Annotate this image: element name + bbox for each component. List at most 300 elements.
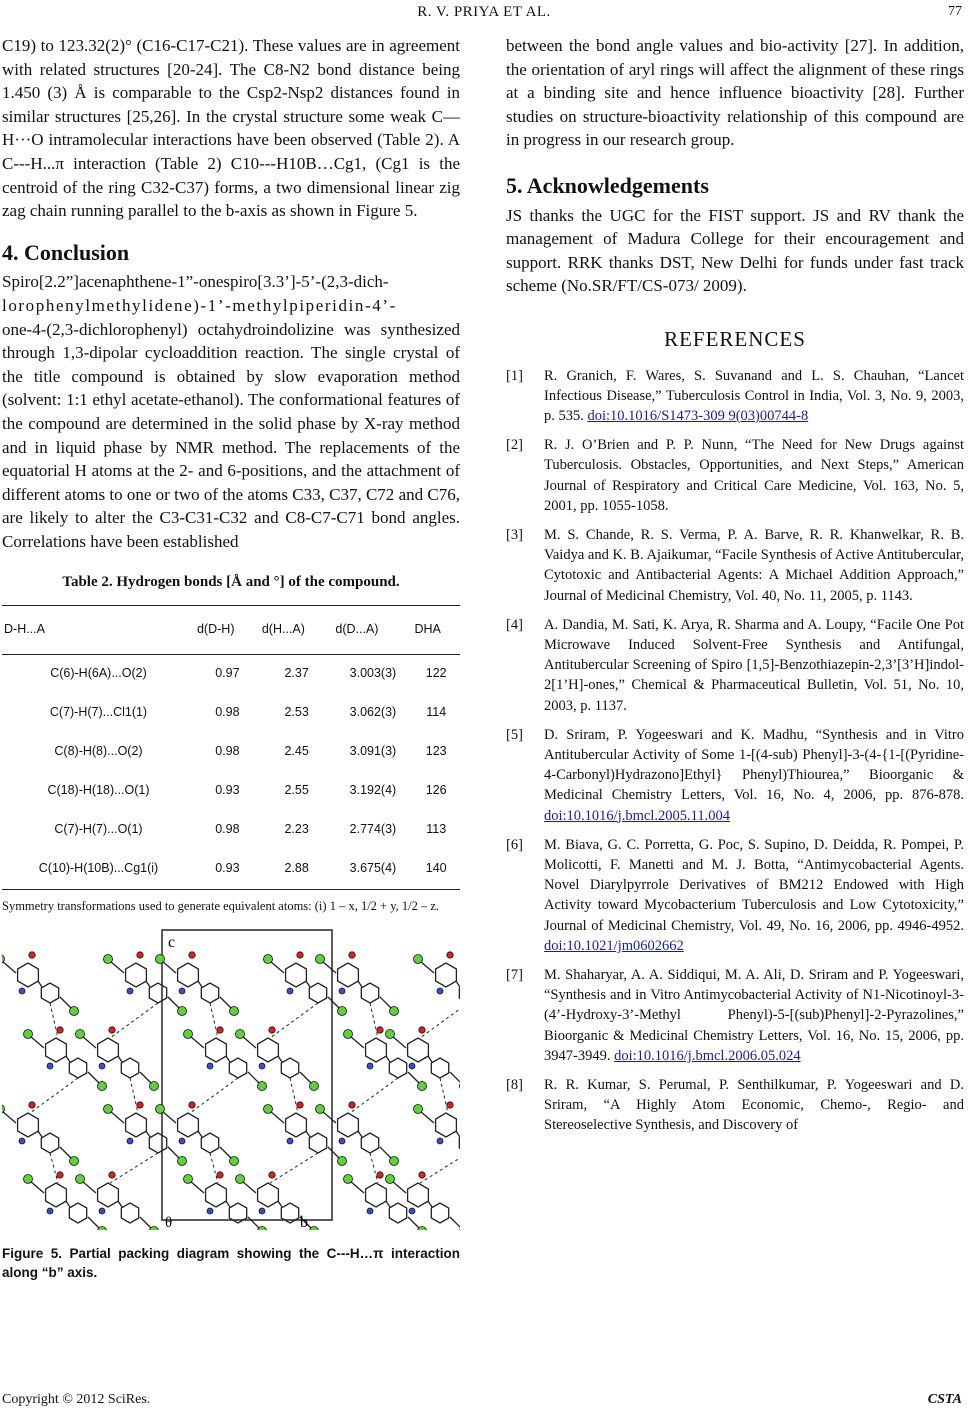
acknowledgements-paragraph: JS thanks the UGC for the FIST support. JS and RV thank the management of Madura College for their encouragement and support. RRK thanks DST, New Delhi for funds under fast track scheme (No.SR/FT/CS-073/ 2009). — [506, 205, 964, 296]
atom-marker — [339, 988, 345, 994]
table-cell: 123 — [425, 744, 447, 759]
reference-number: [4] — [506, 616, 523, 633]
interaction-line — [210, 1003, 218, 1038]
reference-item — [506, 615, 964, 716]
aromatic-ring — [149, 983, 166, 1003]
aromatic-ring — [366, 1038, 387, 1062]
reference-item — [506, 965, 964, 1066]
section-heading-conclusion: 4. Conclusion — [2, 239, 130, 265]
atom-marker — [156, 954, 165, 963]
aromatic-ring — [206, 1183, 227, 1207]
interaction-line — [420, 1153, 460, 1183]
body-paragraph: C19) to 123.32(2)° (C16-C17-C21). These values are in agreement with related structures [20-24]. The C8-N2 bond distance being 1.450 (3) Å is comparable to the Csp2-Nsp2 distances found in similar structures [25,26]. In the crystal structure some weak C—H···O intramolecular interactions have been observed (Table 2). A C---H...π interaction (Table 2) C10---H10B…Cg1, (Cg1 is the centroid of the ring C32-C37) forms, a two dimensional linear zig zag chain running parallel to the b-axis as shown in Figure 5. — [2, 36, 460, 221]
reference-citation: R. Granich, F. Wares, S. Suvanand and L. S. Chauhan, “Lancet Infectious Disease,” Tuberculosis Control in India, Vol. 3, No. 9, 2003, p. 535. — [544, 367, 964, 424]
reference-item — [506, 835, 964, 956]
interaction-line — [370, 1003, 378, 1038]
table-cell: 3.062(3) — [349, 705, 397, 720]
atom-marker — [127, 1138, 133, 1144]
body-paragraph: between the bond angle values and bio-activity [27]. In addition, the orientation of aryl rings will affect the alignment of these rings at a binding site and hence influence bioactivity [28]. Further studies on structure-bioactivity relationship of this compound are in progress in our research group. — [506, 36, 964, 150]
bond-line — [66, 1056, 70, 1062]
bond-line — [328, 997, 340, 1009]
bond-line — [270, 1111, 284, 1123]
bond-line — [322, 1111, 336, 1123]
bond-line — [456, 1131, 460, 1137]
axis-label-origin: θ — [165, 1214, 173, 1230]
atom-marker — [99, 1063, 105, 1069]
interaction-line — [130, 1078, 138, 1113]
bond-line — [60, 997, 72, 1009]
interaction-line — [270, 1153, 318, 1183]
aromatic-ring — [206, 1038, 227, 1062]
atom-marker — [109, 1026, 115, 1032]
bond-line — [328, 1147, 340, 1159]
interaction-line — [350, 1078, 398, 1113]
bond-line — [350, 1181, 364, 1193]
atom-marker — [70, 1006, 79, 1015]
atom-marker — [179, 1138, 185, 1144]
bond-line — [226, 1201, 230, 1207]
bond-line — [380, 1147, 392, 1159]
bond-line — [82, 1181, 96, 1193]
reference-item — [506, 525, 964, 606]
figure-caption: Figure 5. Partial packing diagram showing the C---H…π interaction along “b” axis. — [2, 1245, 460, 1280]
column-header: d(H...A) — [260, 606, 334, 655]
table-cell: 2.53 — [284, 705, 309, 720]
atom-marker — [29, 1101, 35, 1107]
atom-marker — [447, 951, 453, 957]
axis-label-c: c — [168, 933, 176, 951]
table-cell: 2.774(3) — [349, 822, 397, 837]
reference-citation: M. Biava, G. C. Porretta, G. Poc, S. Supino, D. Deidda, R. Pompei, P. Molicotti, F. Manetti and M. J. Botta, “Antimycobacterial Agents. Novel Diarylpyrrole Derivatives of BM212 Endowed with High Activity toward Mycobacterium Tuberculosis and Low Cytotoxicity,” Journal of Medicinal Chemistry, Vol. 49, No. 16, 2006, pp. 4946-4952. — [544, 836, 964, 934]
aromatic-ring — [41, 983, 58, 1003]
interaction-line — [270, 1003, 318, 1038]
bond-line — [30, 1036, 44, 1048]
bond-line — [322, 961, 336, 973]
bond-line — [300, 1072, 312, 1084]
bond-line — [190, 1036, 204, 1048]
reference-text — [544, 435, 964, 516]
bond-line — [248, 1072, 260, 1084]
bond-line — [118, 1056, 122, 1062]
aromatic-ring — [389, 1203, 406, 1223]
molecule-layer — [2, 951, 460, 1229]
table-cell: 0.93 — [195, 850, 260, 890]
footer-copyright: Copyright © 2012 SciRes. — [2, 1392, 151, 1407]
reference-number: [2] — [506, 437, 523, 454]
aromatic-ring — [18, 963, 39, 987]
atom-marker — [207, 1208, 213, 1214]
bond-line — [270, 961, 284, 973]
bond-line — [140, 1072, 152, 1084]
bond-line — [162, 1111, 176, 1123]
reference-citation: M. Shaharyar, A. A. Siddiqui, M. A. Ali, D. Sriram and P. Yogeeswari, “Synthesis and in Vitro Antimycobacterial Activity of N1-Nicotinoyl-3-(4’-Hydroxy-3’-Methyl Phenyl)-5-[(sub)Phenyl]-2-Pyrazolines,” Bioorganic & Medicinal Chemistry Letters, Vol. 16, No. 15, 2006, pp. 3947-3949. — [544, 967, 964, 1064]
atom-marker — [386, 1174, 395, 1183]
reference-text — [544, 366, 964, 427]
bond-line — [2, 961, 16, 973]
interaction-line — [290, 1078, 298, 1113]
interaction-line — [190, 1078, 238, 1113]
atom-marker — [377, 1026, 383, 1032]
atom-marker — [367, 1208, 373, 1214]
reference-number: [5] — [506, 726, 523, 743]
page-header — [0, 0, 968, 24]
bond-line — [450, 1217, 460, 1229]
bond-line — [386, 1056, 390, 1062]
table-row — [2, 772, 460, 811]
aromatic-ring — [178, 963, 199, 987]
aromatic-ring — [229, 1058, 246, 1078]
aromatic-ring — [338, 963, 359, 987]
atom-marker — [419, 1171, 425, 1177]
bond-line — [408, 1072, 420, 1084]
bond-line — [450, 1072, 460, 1084]
reference-item — [506, 1075, 964, 1136]
bond-line — [168, 1147, 180, 1159]
aromatic-ring — [361, 1133, 378, 1153]
aromatic-ring — [281, 1058, 298, 1078]
bond-line — [428, 1056, 432, 1062]
bond-line — [2, 1111, 16, 1123]
table-cell: C(8)-H(8)...O(2) — [54, 744, 143, 759]
atom-marker — [184, 1029, 193, 1038]
bond-line — [88, 1217, 100, 1229]
reference-citation: D. Sriram, P. Yogeeswari and K. Madhu, “Synthesis and in Vitro Antitubercular Activity of Some 1-[(4-sub) Phenyl]-3-(4-{1-[(Pyridine-4-Carbonyl)Hydrazono]Ethyl} Phenyl)Thiourea,” Bioorganic & Medicinal Chemistry Letters, Vol. 16, No. 4, 2006, pp. 876-878. — [544, 726, 964, 804]
left-column — [2, 34, 460, 1282]
aromatic-ring — [408, 1038, 429, 1062]
aromatic-ring — [69, 1058, 86, 1078]
reference-citation: R. J. O’Brien and P. P. Nunn, “The Need for New Drugs against Tuberculosis. Obstacles, Opportunities, and Next Steps,” American Journal of Respiratory and Critical Care Medicine, Vol. 163, No. 5, 2001, pp. 1055-1058. — [544, 437, 964, 514]
bond-line — [60, 1147, 72, 1159]
bond-line — [220, 997, 232, 1009]
aromatic-ring — [286, 963, 307, 987]
reference-item — [506, 435, 964, 516]
atom-marker — [409, 1208, 415, 1214]
table-cell: 0.93 — [215, 783, 240, 798]
table-cell: C(6)-H(6A)...O(2) — [50, 666, 147, 681]
bond-line — [190, 1181, 204, 1193]
bond-line — [82, 1036, 96, 1048]
atom-marker — [236, 1174, 245, 1183]
atom-marker — [287, 1138, 293, 1144]
atom-marker — [437, 1138, 443, 1144]
atom-marker — [217, 1171, 223, 1177]
interaction-line — [110, 1003, 158, 1038]
atom-marker — [447, 1101, 453, 1107]
atom-marker — [339, 1138, 345, 1144]
reference-number: [3] — [506, 526, 523, 543]
bond-line — [386, 1201, 390, 1207]
atom-marker — [156, 1104, 165, 1113]
aromatic-ring — [408, 1183, 429, 1207]
doi-link[interactable]: doi:10.1021/jm0602662 — [544, 937, 684, 954]
atom-marker — [258, 1081, 267, 1090]
table-header-row — [2, 606, 460, 655]
table-cell: 2.88 — [260, 850, 334, 890]
aromatic-ring — [309, 1133, 326, 1153]
bond-line — [306, 981, 310, 987]
atom-marker — [24, 1029, 33, 1038]
atom-marker — [76, 1174, 85, 1183]
atom-marker — [338, 1006, 347, 1015]
atom-marker — [70, 1156, 79, 1165]
table-row — [2, 733, 460, 772]
table-cell: 2.55 — [284, 783, 309, 798]
bond-line — [146, 981, 150, 987]
bond-line — [220, 1147, 232, 1159]
atom-marker — [19, 988, 25, 994]
aromatic-ring — [178, 1113, 199, 1137]
bond-line — [428, 1201, 432, 1207]
table-cell: 3.003(3) — [349, 666, 397, 681]
table-cell: C(10)-H(10B)...Cg1(i) — [2, 850, 195, 890]
atom-marker — [367, 1063, 373, 1069]
table-row — [2, 694, 460, 733]
aromatic-ring — [201, 1133, 218, 1153]
aromatic-ring — [149, 1133, 166, 1153]
aromatic-ring — [436, 963, 457, 987]
table-cell: 126 — [425, 783, 447, 798]
right-column — [506, 34, 964, 1145]
atom-marker — [349, 1101, 355, 1107]
aromatic-ring — [431, 1058, 448, 1078]
atom-marker — [47, 1208, 53, 1214]
reference-item — [506, 366, 964, 427]
atom-marker — [24, 1174, 33, 1183]
bond-line — [358, 1131, 362, 1137]
atom-marker — [189, 1101, 195, 1107]
bond-line — [380, 997, 392, 1009]
reference-text — [544, 615, 964, 716]
atom-marker — [230, 1156, 239, 1165]
doi-link[interactable]: doi:10.1016/j.bmcl.2006.05.024 — [614, 1047, 801, 1064]
bond-line — [248, 1217, 260, 1229]
interaction-line — [50, 1153, 58, 1183]
hydrogen-bond-table — [2, 605, 460, 890]
table-row — [2, 654, 460, 694]
atom-marker — [98, 1081, 107, 1090]
atom-marker — [179, 988, 185, 994]
table-cell: 114 — [426, 705, 447, 720]
doi-link[interactable]: doi:10.1016/S1473-309 9(03)00744-8 — [587, 407, 809, 424]
bond-line — [88, 1072, 100, 1084]
aromatic-ring — [258, 1038, 279, 1062]
section-heading-acknowledgements: 5. Acknowledgements — [506, 172, 709, 198]
atom-marker — [178, 1006, 187, 1015]
table-cell: C(7)-H(7)...O(1) — [54, 822, 143, 837]
bond-line — [140, 1217, 152, 1229]
table-cell: 3.675(4) — [333, 850, 412, 890]
reference-number: [7] — [506, 967, 523, 984]
table-cell: 0.98 — [215, 822, 240, 837]
atom-marker — [230, 1006, 239, 1015]
table-row — [2, 811, 460, 850]
table-cell: 3.091(3) — [349, 744, 397, 759]
atom-marker — [269, 1171, 275, 1177]
bond-line — [278, 1056, 282, 1062]
conclusion-line-b: lorophenylmethylidene)-1’-methylpiperidin-4’- — [2, 295, 397, 315]
atom-marker — [109, 1171, 115, 1177]
atom-marker — [287, 988, 293, 994]
atom-marker — [217, 1026, 223, 1032]
atom-marker — [460, 1081, 461, 1090]
atom-marker — [437, 988, 443, 994]
conclusion-line-a: Spiro[2.2”]acenaphthene-1”-onespiro[3.3’]-5’-(2,3-dich- — [2, 272, 389, 292]
bond-line — [408, 1217, 420, 1229]
atom-marker — [57, 1171, 63, 1177]
atom-marker — [264, 1104, 273, 1113]
table-cell: 2.23 — [284, 822, 309, 837]
aromatic-ring — [46, 1183, 67, 1207]
atom-marker — [99, 1208, 105, 1214]
aromatic-ring — [126, 1113, 147, 1137]
atom-marker — [419, 1026, 425, 1032]
aromatic-ring — [98, 1183, 119, 1207]
table-cell: 122 — [425, 666, 447, 681]
footer-journal: CSTA — [927, 1392, 962, 1407]
reference-number: [8] — [506, 1077, 523, 1094]
bond-line — [420, 1111, 434, 1123]
atom-marker — [178, 1156, 187, 1165]
aromatic-ring — [18, 1113, 39, 1137]
interaction-line — [110, 1153, 158, 1183]
reference-citation: R. R. Kumar, S. Perumal, P. Senthilkumar, P. Yogeeswari and D. Sriram, “A Highly Atom Economic, Chemo-, Regio- and Stereoselective Synthesis, and Discovery of — [544, 1077, 964, 1134]
reference-text — [544, 525, 964, 606]
atom-marker — [207, 1063, 213, 1069]
atom-marker — [414, 1104, 423, 1113]
table-cell: C(18)-H(18)...O(1) — [47, 783, 150, 798]
interaction-line — [370, 1153, 378, 1183]
table-cell: 0.98 — [215, 705, 240, 720]
atom-marker — [316, 1104, 325, 1113]
bond-line — [66, 1201, 70, 1207]
atom-marker — [137, 1101, 143, 1107]
bond-line — [392, 1036, 406, 1048]
atom-marker — [259, 1208, 265, 1214]
aromatic-ring — [98, 1038, 119, 1062]
atom-marker — [127, 988, 133, 994]
atom-marker — [418, 1081, 427, 1090]
atom-marker — [390, 1006, 399, 1015]
bond-line — [30, 1181, 44, 1193]
aromatic-ring — [201, 983, 218, 1003]
reference-citation: A. Dandia, M. Sati, K. Arya, R. Sharma and A. Loupy, “Facile One Pot Microwave Induced Solvent-Free Synthesis and Antifungal, Antitubercular Screening of Spiro [1,5]-Benzothiazepin-2,3’[3’H]indol-2[1’H]-ones,” Chemical & Pharmaceutical Bulletin, Vol. 51, No. 10, 2003, p. 1137. — [544, 616, 964, 714]
aromatic-ring — [366, 1183, 387, 1207]
atom-marker — [150, 1081, 159, 1090]
column-header: d(D-H) — [195, 606, 260, 655]
atom-marker — [297, 951, 303, 957]
reference-text — [544, 1075, 964, 1136]
references-heading: REFERENCES — [664, 326, 806, 351]
bond-line — [146, 1131, 150, 1137]
atom-marker — [297, 1101, 303, 1107]
table-caption: Table 2. Hydrogen bonds [Å and °] of the compound. — [62, 574, 400, 591]
atom-marker — [184, 1174, 193, 1183]
atom-marker — [338, 1156, 347, 1165]
atom-marker — [409, 1063, 415, 1069]
table-cell: 113 — [426, 822, 447, 837]
bond-line — [198, 1131, 202, 1137]
packing-diagram — [2, 925, 460, 1230]
bond-line — [456, 981, 460, 987]
column-header: d(D...A) — [333, 606, 412, 655]
table-cell: 2.37 — [284, 666, 309, 681]
aromatic-ring — [309, 983, 326, 1003]
aromatic-ring — [41, 1133, 58, 1153]
atom-marker — [390, 1156, 399, 1165]
bond-line — [110, 961, 124, 973]
bond-line — [110, 1111, 124, 1123]
reference-list — [506, 366, 964, 1136]
reference-text — [544, 725, 964, 826]
atom-marker — [57, 1026, 63, 1032]
atom-marker — [259, 1063, 265, 1069]
atom-marker — [344, 1029, 353, 1038]
aromatic-ring — [431, 1203, 448, 1223]
atom-marker — [316, 954, 325, 963]
column-header: DHA — [412, 606, 460, 655]
atom-marker — [344, 1174, 353, 1183]
atom-marker — [19, 1138, 25, 1144]
aromatic-ring — [286, 1113, 307, 1137]
interaction-line — [440, 1078, 448, 1113]
bond-line — [306, 1131, 310, 1137]
atom-marker — [137, 951, 143, 957]
reference-text — [544, 835, 964, 956]
axis-label-b: b — [300, 1213, 308, 1230]
atom-marker — [236, 1029, 245, 1038]
atom-marker — [264, 954, 273, 963]
reference-item — [506, 725, 964, 826]
bond-line — [358, 981, 362, 987]
aromatic-ring — [121, 1058, 138, 1078]
atom-marker — [104, 1104, 113, 1113]
bond-line — [38, 981, 42, 987]
aromatic-ring — [361, 983, 378, 1003]
symmetry-note: Symmetry transformations used to generate equivalent atoms: (i) 1 – x, 1/2 + y, 1/2 – z. — [2, 898, 440, 913]
aromatic-ring — [126, 963, 147, 987]
aromatic-ring — [46, 1038, 67, 1062]
page-number: 77 — [948, 4, 962, 19]
bond-line — [242, 1036, 256, 1048]
atom-marker — [189, 951, 195, 957]
bond-line — [168, 997, 180, 1009]
bond-line — [198, 981, 202, 987]
interaction-line — [30, 1078, 78, 1113]
conclusion-paragraph: one-4-(2,3-dichlorophenyl) octahydroindolizine was synthesized through 1,3-dipolar cycloaddition reaction. The single crystal of the title compound is obtained by slow evaporation method (solvent: 1:1 ethyl acetate-ethanol). The conformational features of the compound are determined in the solid phase by X-ray method and in liquid phase by NMR method. The replacements of the equatorial H atoms at the 2- and 6-positions, and the attachment of different atoms to one or two of the atoms C33, C37, C72 and C76, are likely to alter the C3-C31-C32 and C8-C7-C71 bond angles. Correlations have been established — [2, 319, 460, 551]
bond-line — [350, 1036, 364, 1048]
atom-marker — [29, 951, 35, 957]
atom-marker — [76, 1029, 85, 1038]
bond-line — [118, 1201, 122, 1207]
interaction-line — [210, 1153, 218, 1183]
atom-marker — [377, 1171, 383, 1177]
table-cell: C(7)-H(7)...Cl1(1) — [49, 705, 148, 720]
atom-marker — [47, 1063, 53, 1069]
reference-number: [1] — [506, 367, 523, 384]
bond-line — [38, 1131, 42, 1137]
column-header: D-H...A — [2, 606, 195, 655]
doi-link[interactable]: doi:10.1016/j.bmcl.2005.11.004 — [544, 807, 730, 824]
bond-line — [420, 961, 434, 973]
atom-marker — [349, 951, 355, 957]
bond-line — [392, 1181, 406, 1193]
atom-marker — [104, 954, 113, 963]
reference-citation: M. S. Chande, R. S. Verma, P. A. Barve, R. R. Khanwelkar, R. B. Vaidya and K. B. Ajaikumar, “Facile Synthesis of Active Antitubercular, Cytotoxic and Antibacterial Agents: A Michael Addition Approach,” Journal of Medicinal Chemistry, Vol. 40, No. 11, 2005, p. 1143. — [544, 526, 964, 604]
packing-diagram-figure — [2, 925, 460, 1230]
interaction-line — [420, 1003, 460, 1038]
aromatic-ring — [436, 1113, 457, 1137]
bond-line — [226, 1056, 230, 1062]
